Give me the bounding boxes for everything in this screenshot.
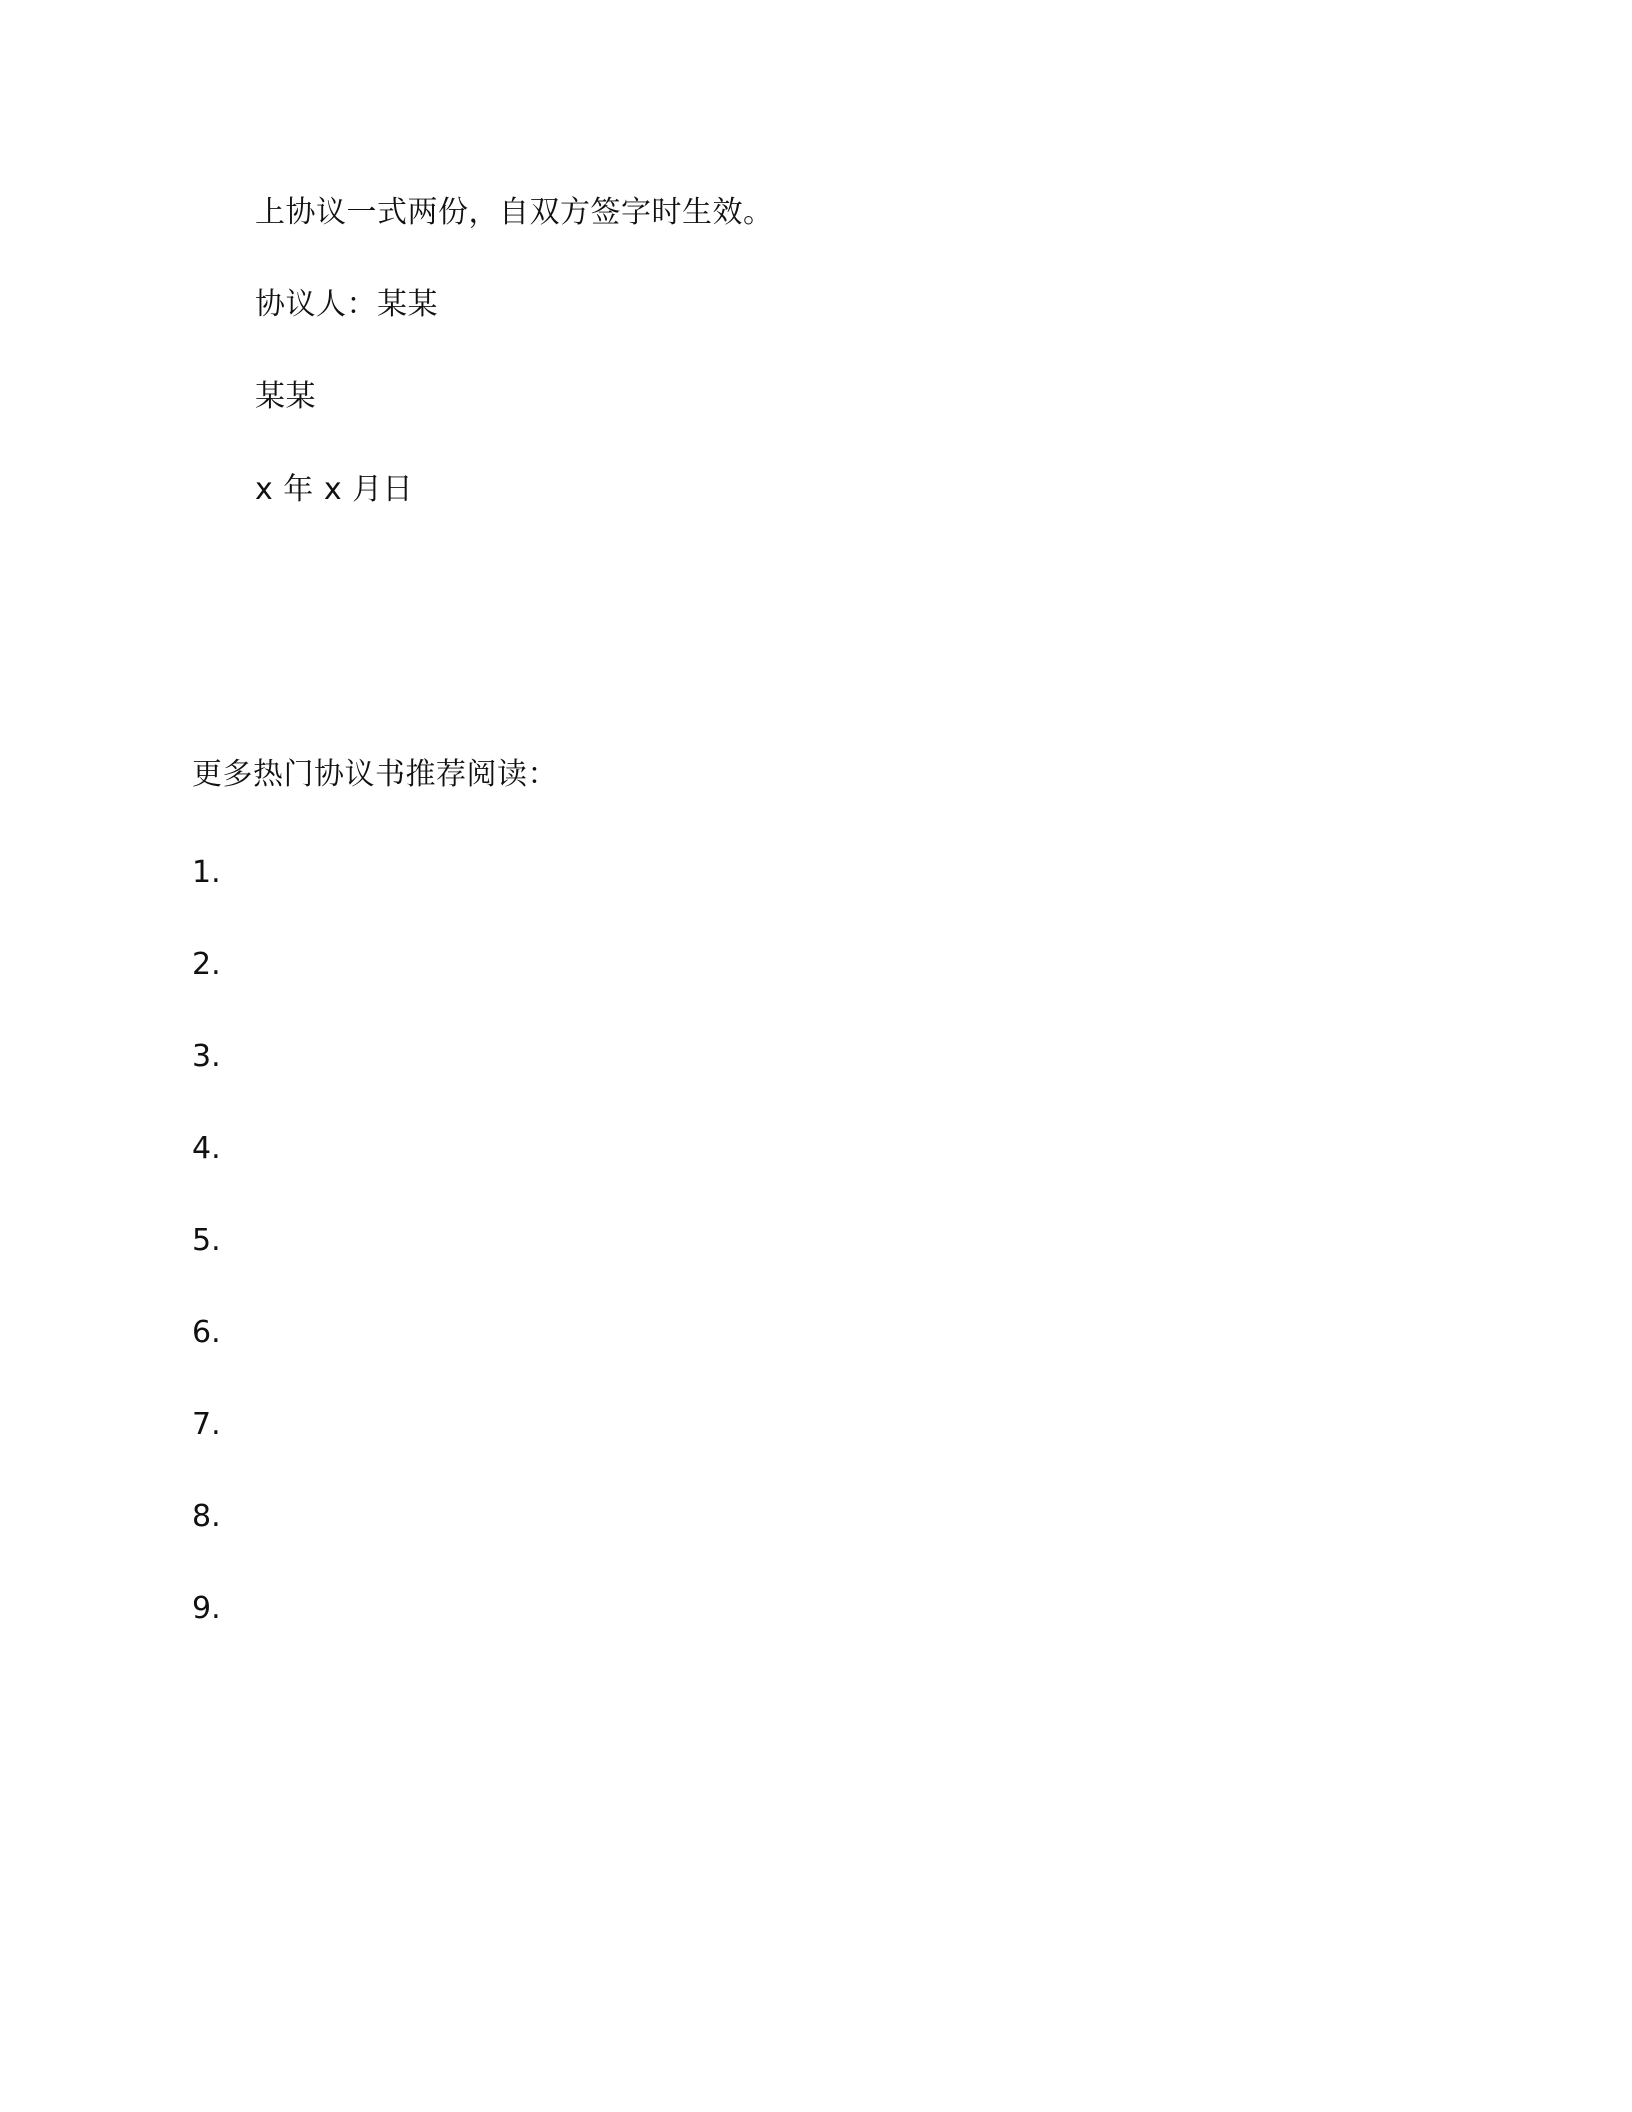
list-item-number: 8. xyxy=(192,1499,221,1534)
party-second: 某某 xyxy=(255,379,316,414)
date-line: x 年 x 月日 xyxy=(255,472,414,507)
list-item-number: 2. xyxy=(192,947,221,982)
list-item-number: 3. xyxy=(192,1039,221,1074)
list-item-number: 9. xyxy=(192,1591,221,1626)
party-line: 协议人：某某 xyxy=(255,287,438,322)
list-item-number: 4. xyxy=(192,1131,221,1166)
list-item-number: 6. xyxy=(192,1315,221,1350)
list-item-number: 1. xyxy=(192,855,221,890)
list-item-number: 7. xyxy=(192,1407,221,1442)
recommend-heading: 更多热门协议书推荐阅读： xyxy=(192,757,558,792)
closing-clause: 上协议一式两份，自双方签字时生效。 xyxy=(255,195,774,230)
list-item-number: 5. xyxy=(192,1223,221,1258)
